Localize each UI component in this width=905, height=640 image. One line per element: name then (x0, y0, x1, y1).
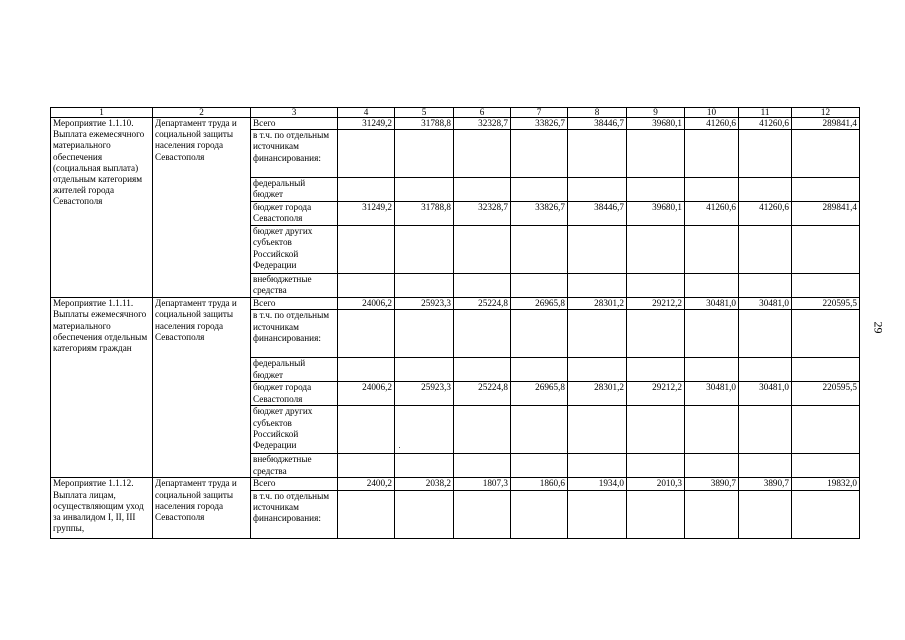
amount-cell: 2010,3 (627, 478, 685, 490)
amount-cell: 31249,2 (338, 202, 395, 226)
amount-cell: 2400,2 (338, 478, 395, 490)
table-row (51, 298, 860, 310)
column-number: 9 (627, 108, 685, 118)
amount-cell: 220595,5 (792, 382, 860, 406)
amount-cell (511, 490, 568, 538)
funding-source-cell: в т.ч. по отдельным источникам финансирования: (251, 130, 338, 178)
amount-cell (338, 454, 395, 478)
amount-cell (627, 274, 685, 298)
amount-cell (792, 406, 860, 454)
amount-cell: 41260,6 (739, 118, 792, 130)
funding-source-cell: федеральный бюджет (251, 358, 338, 382)
amount-cell (338, 490, 395, 538)
amount-cell (627, 310, 685, 358)
amount-cell: 30481,0 (685, 298, 739, 310)
amount-cell: 39680,1 (627, 202, 685, 226)
amount-cell: 1934,0 (568, 478, 627, 490)
amount-cell (792, 178, 860, 202)
amount-cell (739, 406, 792, 454)
amount-cell (739, 274, 792, 298)
amount-cell: 30481,0 (739, 298, 792, 310)
amount-cell: 26965,8 (511, 382, 568, 406)
amount-cell (454, 274, 511, 298)
amount-cell (627, 454, 685, 478)
amount-cell (792, 274, 860, 298)
measure-name-cell: Мероприятие 1.1.10. Выплата ежемесячного материального обеспечения (социальная выплата) отдельным категориям жителей города Севастополя (51, 118, 153, 298)
amount-cell (395, 226, 454, 274)
amount-cell (338, 178, 395, 202)
amount-cell: 31249,2 (338, 118, 395, 130)
amount-cell: 2038,2 (395, 478, 454, 490)
amount-cell (568, 274, 627, 298)
amount-cell (568, 454, 627, 478)
amount-cell: 24006,2 (338, 298, 395, 310)
amount-cell: 3890,7 (685, 478, 739, 490)
table-row (51, 118, 860, 130)
department-cell: Департамент труда и социальной защиты населения города Севастополя (153, 298, 251, 478)
amount-cell: 31788,8 (395, 118, 454, 130)
amount-cell (511, 130, 568, 178)
amount-cell (395, 310, 454, 358)
amount-cell: 1860,6 (511, 478, 568, 490)
amount-cell (792, 358, 860, 382)
amount-cell (685, 226, 739, 274)
page-number: 29 (871, 321, 886, 334)
amount-cell (739, 130, 792, 178)
column-number: 3 (251, 108, 338, 118)
amount-cell: 289841,4 (792, 202, 860, 226)
column-number: 8 (568, 108, 627, 118)
amount-cell: 41260,6 (739, 202, 792, 226)
amount-cell (685, 490, 739, 538)
amount-cell (739, 490, 792, 538)
amount-cell (792, 310, 860, 358)
funding-source-cell: внебюджетные средства (251, 454, 338, 478)
column-number: 5 (395, 108, 454, 118)
amount-cell (627, 226, 685, 274)
amount-cell: 28301,2 (568, 298, 627, 310)
column-number: 11 (739, 108, 792, 118)
amount-cell (511, 406, 568, 454)
funding-source-cell: Всего (251, 298, 338, 310)
amount-cell (568, 178, 627, 202)
amount-cell (792, 226, 860, 274)
amount-cell: 24006,2 (338, 382, 395, 406)
amount-cell (395, 178, 454, 202)
column-number: 10 (685, 108, 739, 118)
amount-cell: 33826,7 (511, 202, 568, 226)
department-cell: Департамент труда и социальной защиты населения города Севастополя (153, 478, 251, 538)
funding-source-cell: Всего (251, 118, 338, 130)
amount-cell: 3890,7 (739, 478, 792, 490)
amount-cell (792, 130, 860, 178)
amount-cell (395, 454, 454, 478)
amount-cell (454, 130, 511, 178)
column-number: 2 (153, 108, 251, 118)
amount-cell: 29212,2 (627, 382, 685, 406)
amount-cell (792, 454, 860, 478)
amount-cell (792, 490, 860, 538)
amount-cell (338, 226, 395, 274)
funding-source-cell: Всего (251, 478, 338, 490)
amount-cell: 26965,8 (511, 298, 568, 310)
budget-table-page (50, 107, 859, 539)
amount-cell: 33826,7 (511, 118, 568, 130)
column-number: 4 (338, 108, 395, 118)
amount-cell (454, 454, 511, 478)
amount-cell (454, 178, 511, 202)
funding-source-cell: в т.ч. по отдельным источникам финансирования: (251, 310, 338, 358)
funding-source-cell: бюджет города Севастополя (251, 382, 338, 406)
amount-cell: 41260,6 (685, 118, 739, 130)
amount-cell (454, 310, 511, 358)
funding-source-cell: в т.ч. по отдельным источникам финансирования: (251, 490, 338, 538)
funding-source-cell: бюджет других субъектов Российской Федерации (251, 406, 338, 454)
amount-cell (338, 274, 395, 298)
amount-cell (511, 274, 568, 298)
amount-cell: 25224,8 (454, 298, 511, 310)
amount-cell (568, 310, 627, 358)
amount-cell (627, 358, 685, 382)
amount-cell (338, 310, 395, 358)
amount-cell (338, 406, 395, 454)
amount-cell (395, 490, 454, 538)
measure-name-cell: Мероприятие 1.1.11. Выплаты ежемесячного материального обеспечения отдельным категориям граждан (51, 298, 153, 478)
amount-cell (395, 274, 454, 298)
amount-cell: 41260,6 (685, 202, 739, 226)
amount-cell (739, 358, 792, 382)
amount-cell: 220595,5 (792, 298, 860, 310)
amount-cell (627, 178, 685, 202)
amount-cell (568, 358, 627, 382)
amount-cell (627, 490, 685, 538)
amount-cell (454, 358, 511, 382)
amount-cell (511, 226, 568, 274)
amount-cell (627, 130, 685, 178)
amount-cell (685, 130, 739, 178)
amount-cell (627, 406, 685, 454)
amount-cell (568, 226, 627, 274)
column-number: 12 (792, 108, 860, 118)
amount-cell: 19832,0 (792, 478, 860, 490)
amount-cell: 30481,0 (685, 382, 739, 406)
amount-cell (454, 226, 511, 274)
amount-cell (739, 454, 792, 478)
amount-cell (685, 406, 739, 454)
amount-cell (338, 130, 395, 178)
amount-cell (739, 310, 792, 358)
amount-cell: 25923,3 (395, 298, 454, 310)
amount-cell (511, 454, 568, 478)
table-row (51, 478, 860, 490)
column-number: 1 (51, 108, 153, 118)
amount-cell (338, 358, 395, 382)
amount-cell: 31788,8 (395, 202, 454, 226)
amount-cell: 32328,7 (454, 118, 511, 130)
amount-cell: 25224,8 (454, 382, 511, 406)
amount-cell (739, 226, 792, 274)
amount-cell: 39680,1 (627, 118, 685, 130)
amount-cell (685, 178, 739, 202)
amount-cell: 289841,4 (792, 118, 860, 130)
amount-cell (685, 274, 739, 298)
column-number: 7 (511, 108, 568, 118)
column-number: 6 (454, 108, 511, 118)
amount-cell: 28301,2 (568, 382, 627, 406)
amount-cell (454, 406, 511, 454)
amount-cell (685, 310, 739, 358)
amount-cell: 32328,7 (454, 202, 511, 226)
amount-cell (568, 490, 627, 538)
amount-cell: 38446,7 (568, 202, 627, 226)
amount-cell (568, 406, 627, 454)
amount-cell (395, 358, 454, 382)
amount-cell: 38446,7 (568, 118, 627, 130)
amount-cell (685, 454, 739, 478)
amount-cell (568, 130, 627, 178)
column-number-row (51, 108, 860, 118)
funding-source-cell: бюджет города Севастополя (251, 202, 338, 226)
scan-speck (399, 447, 400, 448)
amount-cell (395, 406, 454, 454)
amount-cell (454, 490, 511, 538)
amount-cell (739, 178, 792, 202)
amount-cell: 25923,3 (395, 382, 454, 406)
amount-cell: 29212,2 (627, 298, 685, 310)
amount-cell (511, 310, 568, 358)
funding-source-cell: внебюджетные средства (251, 274, 338, 298)
amount-cell (511, 178, 568, 202)
funding-source-cell: федеральный бюджет (251, 178, 338, 202)
amount-cell (685, 358, 739, 382)
budget-table (50, 107, 860, 539)
amount-cell (511, 358, 568, 382)
amount-cell: 30481,0 (739, 382, 792, 406)
funding-source-cell: бюджет других субъектов Российской Федерации (251, 226, 338, 274)
measure-name-cell: Мероприятие 1.1.12. Выплата лицам, осуществляющим уход за инвалидом I, II, III группы, (51, 478, 153, 538)
amount-cell (395, 130, 454, 178)
department-cell: Департамент труда и социальной защиты населения города Севастополя (153, 118, 251, 298)
amount-cell: 1807,3 (454, 478, 511, 490)
